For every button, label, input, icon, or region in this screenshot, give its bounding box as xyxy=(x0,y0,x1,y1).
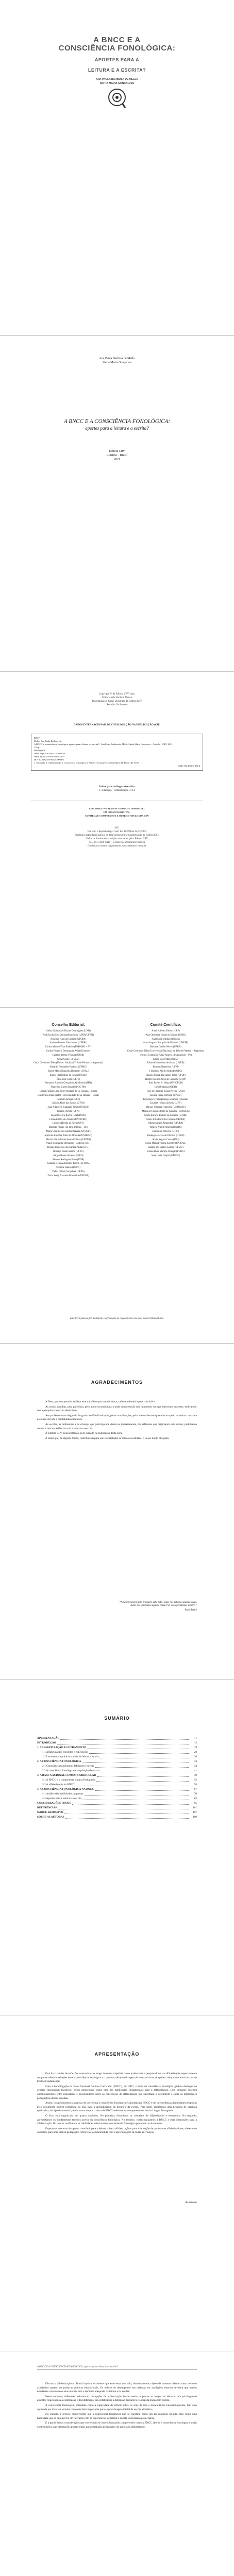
catalog-heading: DADOS INTERNACIONAIS DE CATALOGAÇÃO NA PUBLICAÇÃO (CIP) xyxy=(73,724,161,726)
toc-leader xyxy=(65,1815,189,1819)
toc-entry-label: 4. A CONSCIÊNCIA FONOLÓGICA NA BNCC xyxy=(37,1788,94,1791)
title-page-title xyxy=(0,418,234,432)
scientific-committee-list xyxy=(121,1030,210,1158)
text-page-body xyxy=(37,2382,197,2431)
council-member: Ilma Passos A. Veiga (UNICEUB) xyxy=(148,1082,183,1085)
toc-entry[interactable] xyxy=(37,1764,197,1769)
paragraph: A consciência fonológica, entendida como a capacidade de refletir sobre os sons da fala e manipulá-los intencionalmente, tem sido apontada por diversos estudos como um fator importante para a aprendizagem inicial da escrita alfabética. xyxy=(37,2403,197,2411)
catalog-isbn-print: ISBN Físico 978-65-251-0000-0 xyxy=(34,755,64,758)
toc-entry-page: 101 xyxy=(193,1806,197,1809)
summary-page xyxy=(0,1680,234,2015)
council-member: Elizeu Clementino de Souza (UNEB) xyxy=(147,1062,185,1065)
edition-location: Curitiba – Brasil xyxy=(107,454,127,457)
toc-entry-page: 11 xyxy=(194,1737,197,1740)
running-head: A BNCC E A CONSCIÊNCIA FONOLÓGICA: aportes para a leitura e a escrita? xyxy=(37,2366,197,2370)
toc-leader xyxy=(82,1797,189,1800)
toc-leader xyxy=(84,1792,189,1795)
digital-notice-line: CONHEÇA E COMPRE ESTE E OUTROS TÍTULOS DA CRV xyxy=(85,815,149,817)
toc-entry-label: 1.2 Letramento e práticas sociais de leitura e escrita xyxy=(42,1755,99,1758)
title-page xyxy=(0,336,234,672)
paragraph: À Editora CRV, pela acolhida e pelo cuidado na publicação desta obra. xyxy=(45,1432,123,1435)
toc-entry-page: 20 xyxy=(194,1751,197,1754)
council-member: Solange Helena Ximenes-Rocha (UFOPA) xyxy=(47,1162,90,1165)
toc-entry[interactable] xyxy=(37,1815,197,1820)
toc-entry[interactable] xyxy=(37,1750,197,1755)
scientific-committee xyxy=(121,1023,210,1178)
toc-leader xyxy=(72,1801,189,1805)
table-of-contents xyxy=(37,1736,197,1820)
toc-entry[interactable] xyxy=(37,1783,197,1787)
cover-title-line1: A BNCC E A xyxy=(93,36,141,44)
council-member: Gláucia Maria dos Santos Jorge (UFOP) xyxy=(145,1074,186,1077)
acknowledgments-body xyxy=(37,1400,197,1442)
toc-leader xyxy=(87,1745,189,1749)
title-page-authors xyxy=(0,357,234,365)
legal-website: Conheça os nossos lançamentos: www.editoracrv.com.br xyxy=(88,845,146,848)
council-member: Tadeu Oliver Gonçalves (UFPA) xyxy=(52,1170,85,1173)
catalog-index-line: 1. Educação – Alfabetização 372.4 xyxy=(99,789,135,792)
council-member: Suzana dos Santos Gomes (UFMG) xyxy=(148,1146,183,1149)
toc-entry-label: 2.2 A consciência fonológica e a aquisição da escrita xyxy=(42,1769,100,1772)
council-member: Renato Francisco dos Santos Paula (UFG) xyxy=(47,1146,90,1149)
catalog-author: Mello, Ana Paula Barbosa de. xyxy=(34,740,62,742)
presentation-heading: APRESENTAÇÃO xyxy=(94,2052,140,2057)
council-member: Elizeu Clementino de Souza (UNEB) xyxy=(49,1074,87,1077)
council-member: Maria Cristina dos Santos Bezerra (UFSCar) xyxy=(46,1130,91,1133)
legal-reproduction: Proibida a reprodução parcial ou total desta obra sem autorização da Editora CRV xyxy=(75,834,159,837)
council-member: Sérgio Nunes de Jesus (IFRO) xyxy=(53,1154,83,1157)
legal-notice xyxy=(0,826,234,848)
edition-year: 2021 xyxy=(114,458,120,461)
legal-rights: Todos os direitos desta edição reservados pela: Editora CRV xyxy=(86,838,148,840)
catalog-code: M527 xyxy=(34,737,40,739)
toc-leader xyxy=(60,1736,189,1740)
council-member: Elione Maria Nogueira Diogenes (UFAL) xyxy=(47,1070,89,1073)
council-member: Inês Bragança (UERJ) xyxy=(154,1086,177,1089)
council-member: João Adalberto Campato Junior (UNESP) xyxy=(47,1106,89,1109)
paragraph: Este livro resulta de reflexões construídas ao longo de nossa trajetória como professoras e pesquisadoras da alfabetização, especialmente no que se refere às relações entre a consciência fonológica e o processo de aprendizagem da leitura e da escrita pelas crianças nos anos iniciais do Ensino Fundamental. xyxy=(37,2072,197,2083)
legal-contact: Tel.: (41) 3039-6418 – E-mail: sac@editoracrv.com.br xyxy=(89,841,145,844)
paragraph: Às nossas famílias, pela paciência, pelo apoio incondicional e pela compreensão nos momentos em que estivemos ausentes, dedicando-nos à pesquisa e à escrita deste livro. xyxy=(37,1405,197,1413)
council-member: Josania Portela (UFPI) xyxy=(57,1110,80,1113)
title-page-author: Ana Paula Barbosa de Mello xyxy=(99,357,135,360)
copyright-page xyxy=(0,672,234,1008)
cover-author: SINTIA MARIA GONÇALVES xyxy=(99,82,135,85)
digital-notice-line: EM FORMATO DIGITAL. xyxy=(103,811,131,814)
toc-entry-label: 1.1 Alfabetização: conceitos e concepções xyxy=(42,1751,89,1754)
council-member: Leonel Severo Rocha (UNISINOS) xyxy=(51,1114,86,1117)
acknowledgments-heading: AGRADECIMENTOS xyxy=(91,1380,143,1385)
toc-entry-page: 41 xyxy=(194,1769,197,1772)
council-member: Eduardo Fernandes Barbosa (UFMG) xyxy=(49,1066,87,1069)
presentation-page xyxy=(0,2015,234,2351)
council-member: Paulo Romualdo Hernandes (UNIFAL-MG) xyxy=(46,1142,90,1145)
council-member: Andréia N. Militão (UEMS) xyxy=(152,1038,180,1041)
cover-subtitle-line2: LEITURA E A ESCRITA? xyxy=(88,67,146,73)
toc-entry-label: CONSIDERAÇÕES FINAIS xyxy=(37,1802,71,1805)
council-member: Antônio Pereira Gaio Júnior (UFRRJ) xyxy=(49,1042,87,1045)
editorial-board-list xyxy=(24,1030,113,1178)
council-member: Míguel Ángel Almandoz (UFOPA) xyxy=(148,1122,183,1125)
council-member: Fernando Antônio Gonçalves Alcoforado (IPB) xyxy=(45,1082,92,1085)
cover-subtitle-line1: APORTES PARA A xyxy=(94,57,140,62)
council-member: Celso Conti (UFSCar) xyxy=(57,1058,79,1061)
council-member: Rosângela Alves de Oliveira (UFRN) xyxy=(147,1134,185,1137)
paragraph: No entanto, é preciso compreender que a consciência fonológica não se constitui como um pré-requisito isolado, mas como uma habilidade que se desenvolve em interação com as experiências de leitura e escrita vivenciadas pela criança. xyxy=(37,2413,197,2420)
council-member: Helder Buenos Aires de Carvalho (UFPI) xyxy=(145,1078,187,1081)
toc-entry-page: 95 xyxy=(194,1802,197,1805)
toc-entry-page: 70 xyxy=(194,1792,197,1795)
design-line: Diagramação e Capa: Designers da Editora CRV xyxy=(92,700,142,703)
council-member: Barbara Coelho Neves (UFBA) xyxy=(150,1046,181,1049)
toc-entry[interactable] xyxy=(37,1759,197,1764)
council-member: Aldira Guimarães Duarte Domínguez (UNB) xyxy=(46,1030,91,1032)
toc-entry-page: 107 xyxy=(193,1811,197,1814)
toc-entry-label: 2. A CONSCIÊNCIA FONOLÓGICA xyxy=(37,1760,81,1763)
legal-year: 2021 xyxy=(114,827,120,829)
toc-leader xyxy=(95,1787,189,1791)
toc-entry[interactable] xyxy=(37,1792,197,1797)
council-member: Marcos Vinicius Francisco (UNOESTE) xyxy=(145,1106,186,1109)
paragraph: Esperamos que esta obra possa contribuir para o debate sobre a alfabetização e para a formação de professores alfabetizadores, oferecendo subsídios para uma prática pedagógica reflexiva e comprometida com a aprendizagem de todas as crianças. xyxy=(37,2127,197,2134)
toc-entry-label: APRESENTAÇÃO xyxy=(37,1737,60,1740)
toc-leader xyxy=(95,1764,189,1768)
council-member: Carlos Alberto Vilar Estêvão (UMINHO – PT) xyxy=(45,1046,92,1049)
toc-leader xyxy=(97,1773,189,1777)
peer-review-note: Este livro passou por avaliação e aprovação às cegas de dois ou mais pareceristas ad hoc. xyxy=(70,1317,164,1320)
council-member: Francisco Carlos Duarte (PUC-PR) xyxy=(51,1086,86,1089)
scientific-committee-heading: Comitê Científico: xyxy=(150,1023,181,1027)
council-member: Eliane Rose Maio (UEM) xyxy=(153,1058,179,1061)
council-member: Rodrigo Pratte-Santos (UFES) xyxy=(53,1150,83,1153)
council-page xyxy=(0,1008,234,1344)
council-member: Anna Augusta Sampaio de Oliveira (UNESP) xyxy=(143,1042,189,1045)
council-member: Maria Eurácia Barreto de Andrade (UFRB) xyxy=(144,1114,187,1117)
toc-entry-label: REFERÊNCIAS xyxy=(37,1806,57,1809)
toc-leader xyxy=(57,1741,189,1744)
toc-entry-label: SOBRE AS AUTORAS xyxy=(37,1816,64,1819)
council-member: Maria Lília Imbiriba Colares (UFOPA) xyxy=(146,1118,185,1121)
toc-entry-page: 67 xyxy=(194,1788,197,1791)
paragraph: Aos professores e colegas do Programa de Pós-Graduação, pelas contribuições, pelas discussões enriquecedoras e pelo incentivo constante ao longo de toda a caminhada acadêmica. xyxy=(37,1414,197,1421)
council-member: Jailson Alves dos Santos (UFRJ) xyxy=(52,1102,85,1105)
paragraph: A todos que, de alguma forma, contribuíram para que este trabalho se tornasse realidade, o nosso muito obrigada. xyxy=(45,1436,170,1440)
cover-authors xyxy=(0,77,234,86)
toc-entry-page: 26 xyxy=(194,1755,197,1758)
council-member: Tania Suely Azevedo Brasileiro (UFOPA) xyxy=(47,1174,89,1177)
council-member: Carlos Federico Dominguez Avila (Unieuro) xyxy=(46,1049,91,1053)
toc-entry-page: 19 xyxy=(194,1746,197,1749)
epigraph-author: Paulo Freire xyxy=(185,1608,197,1612)
presentation-signature: As autoras xyxy=(185,2201,197,2204)
council-member: José de Ribamar Sousa Pereira (UCB) xyxy=(146,1090,185,1093)
toc-leader xyxy=(82,1759,189,1763)
title-page-subtitle: aportes para a leitura e a escrita? xyxy=(85,426,149,431)
council-member: Maria Lília Imbiriba Sousa Colares (UFOPA) xyxy=(45,1138,91,1141)
copyright-line: Copyright © da Editora CRV Ltda. xyxy=(99,693,135,696)
catalog-doi: DOI 10.24824/978652510000.0 xyxy=(34,758,64,761)
publisher-logo-icon xyxy=(108,89,126,106)
council-member: Kilwangy Kya Kapitango-a-Samba (Unemat) xyxy=(143,1098,189,1101)
toc-entry[interactable] xyxy=(37,1778,197,1783)
catalog-index xyxy=(0,785,234,792)
toc-entry-label: 3.2 A alfabetização na BNCC xyxy=(42,1783,75,1786)
council-member: Altair Alberto Fávero (UPF) xyxy=(152,1030,180,1032)
summary-heading: SUMÁRIO xyxy=(104,1716,130,1721)
cover-title-line2: CONSCIÊNCIA FONOLÓGICA: xyxy=(58,44,176,53)
title-page-author: Sintia Maria Gonçalves xyxy=(102,361,132,364)
toc-entry[interactable] xyxy=(37,1741,197,1745)
paragraph: Nesse contexto, diferentes métodos e concepções de alfabetização foram sendo propostos ao longo das décadas, ora privilegiando aspectos relacionados à codificação e decodificação, ora enfatizando a dimensão discursiva e social da linguagem escrita. xyxy=(37,2395,197,2402)
catalog-title: A BNCC e a consciência fonológica: aportes para a leitura e a escrita? / Ana Paula Barbosa de Mello, Sintia Maria Gonçalves – Curitiba : CRV, 2021. xyxy=(34,743,173,745)
council-member: Sydione Santos (UEPG) xyxy=(56,1166,80,1170)
cover-author: ANA PAULA BARBOSA DE MELLO xyxy=(95,78,139,81)
toc-entry-page: 82 xyxy=(194,1797,197,1800)
toc-entry[interactable] xyxy=(37,1773,197,1778)
toc-entry-page: 58 xyxy=(194,1783,197,1786)
toc-entry-page: 52 xyxy=(194,1778,197,1782)
toc-entry[interactable] xyxy=(37,1806,197,1810)
paragraph: Assim, nos propusemos a analisar de que forma a consciência fonológica é abordada na BNCC e em que medida as habilidades propostas pelo documento podem contribuir, ou não, para a aprendizagem da leitura e da escrita. Para tanto, realizamos uma pesquisa de natureza qualitativa, do tipo documental, tendo como corpus o texto da BNCC referente ao componente curricular Língua Portuguesa. xyxy=(37,2102,197,2113)
paragraph: Discutir a alfabetização no Brasil implica reconhecer que esse tema tem sido, historicamente, objeto de intensos debates, tanto no meio acadêmico quanto nas políticas públicas educacionais. Os índices de desempenho das crianças em avaliações externas revelam que muitos estudantes concluem os anos iniciais sem o domínio adequado da leitura e da escrita. xyxy=(37,2382,197,2394)
council-member: Maria de Lourdes Pinto de Almeida (UNOESC) xyxy=(142,1110,190,1113)
title-page-edition xyxy=(0,449,234,462)
toc-entry-label: 4.2 Aportes para a leitura e a escrita xyxy=(42,1797,81,1800)
council-member: Vânia Alves Martins Chaigar (FURG) xyxy=(146,1150,185,1153)
toc-leader xyxy=(58,1806,189,1809)
cover-page xyxy=(0,0,234,336)
council-member: Fauston Negreiros (UFPI) xyxy=(153,1066,179,1069)
council-member: Lídia de Oliveira Xavier (UNIEURO) xyxy=(49,1118,87,1121)
council-member: Carmen Tereza Velanga (UNIR) xyxy=(52,1054,85,1057)
council-member: Francisco Ari de Andrade (UFC) xyxy=(149,1070,182,1073)
catalog-cdd: CDU 372.4 CDD 372.4 xyxy=(178,765,200,767)
council-member: Lourdes Helena da Silva (UFV) xyxy=(149,1102,182,1105)
toc-entry[interactable] xyxy=(37,1810,197,1815)
council-member: Jussara Fraga Portugal (UNEB) xyxy=(150,1094,181,1097)
digital-notice xyxy=(0,807,234,818)
toc-leader xyxy=(76,1783,189,1786)
toc-entry-label: 2.1 Consciência fonológica: definições e níveis xyxy=(42,1765,94,1768)
toc-entry-label: 3. A BASE NACIONAL COMUM CURRICULAR xyxy=(37,1774,96,1777)
toc-entry[interactable] xyxy=(37,1736,197,1741)
edition-publisher: Editora CRV xyxy=(109,450,125,453)
editorial-board xyxy=(24,1023,113,1178)
council-member: Gloria Fariñas León (Universidade de La Havana – Cuba) xyxy=(39,1090,97,1093)
council-member: Patrícia Vieira Pimenta (UERN) xyxy=(149,1126,182,1129)
council-member: Sonia Maria Ferreira Koehler (UNISAL) xyxy=(145,1142,186,1145)
cover-title xyxy=(0,36,234,73)
toc-entry[interactable] xyxy=(37,1745,197,1750)
toc-entry[interactable] xyxy=(37,1801,197,1806)
toc-entry-label: ÍNDICE REMISSIVO xyxy=(37,1811,63,1814)
catalog-biblio: Bibliografia xyxy=(34,749,45,752)
copyright-credits xyxy=(0,692,234,707)
paragraph: O livro está organizado em quatro capítulos. No primeiro, discutimos os conceitos de alfabetização e letramento. No segundo, apresentamos os fundamentos teóricos acerca da consciência fonológica. No terceiro, contextualizamos a BNCC e suas orientações para a alfabetização. No quarto, analisamos as habilidades relacionadas à consciência fonológica presentes no documento. xyxy=(37,2114,197,2126)
council-member: Ana Chrystina Venancio Mignot (UERJ) xyxy=(145,1033,186,1037)
council-member: Maria de Lourdes Pinto de Almeida (UNOESC) xyxy=(44,1134,92,1137)
toc-entry[interactable] xyxy=(37,1787,197,1792)
catalog-isbn-digital: ISBN Digital 978-65-251-0000-0 xyxy=(34,752,65,755)
council-member: Diosnel Centurion (Univ Americ. de Asunción – Py) xyxy=(140,1054,192,1057)
toc-entry[interactable] xyxy=(37,1769,197,1773)
council-member: Élsio José Corá (UFFS) xyxy=(56,1078,80,1081)
editorial-board-heading: Conselho Editorial: xyxy=(52,1023,85,1027)
legal-deposit: Foi feito o depósito legal conf. Lei 10.994 de 14/12/2004 xyxy=(87,831,147,833)
council-member: Silvia Regina Canan (URI) xyxy=(152,1138,179,1141)
title-page-main-title: A BNCC E A CONSCIÊNCIA FONOLÓGICA: xyxy=(63,418,171,425)
council-member: Vera Lucia Gaspar (UDESC) xyxy=(151,1154,180,1157)
toc-leader xyxy=(89,1750,189,1754)
paragraph: Com a homologação da Base Nacional Comum Curricular (BNCC), em 2017, o tema da consciência fonológica ganhou destaque no cenário educacional brasileiro, sendo apresentado como uma das habilidades fundamentais para a alfabetização. Esse destaque suscitou questionamentos entre educadores e pesquisadores sobre as concepções de alfabetização que sustentam o documento e sobre as implicações pedagógicas dessas escolhas. xyxy=(37,2084,197,2100)
toc-entry-label: 1. ALFABETIZAÇÃO E LETRAMENTO xyxy=(37,1746,87,1749)
toc-entry-page: 34 xyxy=(194,1765,197,1768)
catalog-subjects: 1. Educação 2. Alfabetização 3. Consciência fonológica 4. BNCC I. Gonçalves, Sintia Maria. II. Título. III. Série. xyxy=(34,761,140,764)
council-member: Guillermo Arias Beatón (Universidade de La Havana – Cuba) xyxy=(38,1094,99,1097)
epigraph-text: “Ninguém ignora tudo. Ninguém sabe tudo. Todos nós sabemos alguma coisa. Todos nós ignoramos alguma coisa. Por isso aprendemos sempre.” xyxy=(119,1601,197,1607)
epigraph xyxy=(113,1601,197,1612)
paragraph: A Deus, por nos permitir realizar este trabalho e por nos dar força, saúde e sabedoria para concluí-lo. xyxy=(45,1400,156,1403)
toc-entry-label: INTRODUÇÃO xyxy=(37,1741,56,1744)
digital-notice-line: ESTA OBRA TAMBÉM ENCONTRA-SE DISPONÍVEL xyxy=(89,807,145,810)
editor-line: Editor-chefe: Railson Moura xyxy=(102,697,132,699)
toc-entry-label: 4.1 Análise das habilidades propostas xyxy=(42,1792,83,1795)
presentation-body xyxy=(37,2072,197,2136)
toc-entry-page: 13 xyxy=(194,1741,197,1744)
catalog-card xyxy=(31,734,203,771)
council-member: Ramon de Oliveira (UFJF) xyxy=(152,1130,179,1133)
council-member: Lourdes Helena da Silva (UFV) xyxy=(52,1122,85,1125)
toc-entry[interactable] xyxy=(37,1797,197,1801)
catalog-index-heading: Índice para catálogo sistemático xyxy=(99,786,135,788)
council-columns xyxy=(24,1023,210,1178)
council-member: Anselmo Alencar Colares (UFOPA) xyxy=(51,1038,86,1041)
toc-entry-page: 49 xyxy=(194,1774,197,1777)
text-page xyxy=(0,2351,234,2576)
council-member: Helmuth Krüger (UCP) xyxy=(56,1098,80,1101)
toc-entry-page: 109 xyxy=(193,1816,197,1819)
paragraph: É a partir dessas considerações que este estudo se insere, buscando compreender como a BNCC aborda a consciência fonológica e quais contribuições suas orientações podem trazer para o trabalho pedagógico do professor alfabetizador. xyxy=(37,2421,197,2429)
acknowledgments-page xyxy=(0,1344,234,1680)
toc-entry-page: 33 xyxy=(194,1760,197,1763)
council-member: Simone Rodrigues Pinto (UNB) xyxy=(52,1158,85,1161)
review-line: Revisão: Os Autores xyxy=(106,704,128,706)
catalog-pages: 110 p. xyxy=(34,746,40,749)
toc-leader xyxy=(96,1778,189,1782)
council-member: Marcelo Paixão (UFRJ e UTexas – US) xyxy=(48,1126,88,1129)
toc-leader xyxy=(101,1769,189,1772)
toc-leader xyxy=(64,1810,189,1814)
council-member: Cesar Gerónimo Tello (Universidad Nacional de Três de Febrero – Argentina) xyxy=(127,1049,205,1053)
council-member: Cesar Gerónimo Tello (Univer. Nacional Três de Febrero – Argentina) xyxy=(34,1062,103,1065)
toc-leader xyxy=(100,1755,189,1758)
paragraph: Às escolas, às professoras e às crianças que participaram, direta ou indiretamente, das reflexões que originaram este estudo, partilhando conosco suas experiências com a leitura e a escrita. xyxy=(37,1422,197,1430)
council-member: Andréia da Silva Quintanilha Sousa (UNIR/UFRN) xyxy=(43,1033,94,1037)
toc-entry[interactable] xyxy=(37,1755,197,1759)
toc-entry-label: 3.1 A BNCC e o componente Língua Portuguesa xyxy=(42,1778,95,1782)
